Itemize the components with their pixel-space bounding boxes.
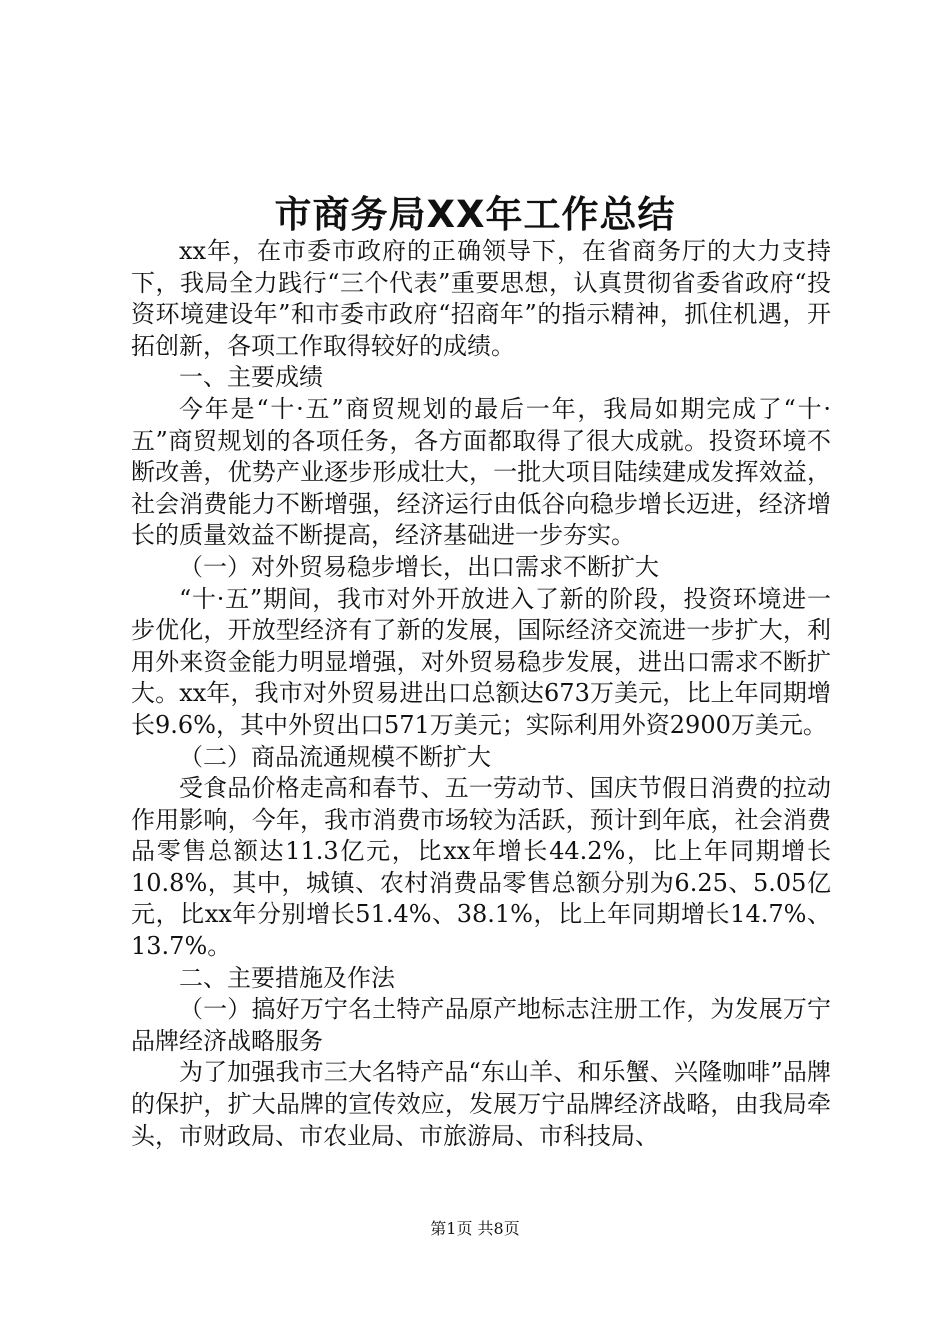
section-heading-1: 一、主要成绩 [179,363,323,392]
subsection-heading: （一）对外贸易稳步增长，出口需求不断扩大 [179,552,659,581]
paragraph-intro: xx年，在市委市政府的正确领导下，在省商务厅的大力支持下，我局全力践行“三个代表”重要思想，认真贯彻省委省政府“投资环境建设年”和市委市政府“招商年”的指示精神，抓住机遇，开拓创新，各项工作取得较好的成绩。 [131,237,831,360]
paragraph: “十·五”期间，我市对外开放进入了新的阶段，投资环境进一步优化，开放型经济有了新的发展，国际经济交流进一步扩大，利用外来资金能力明显增强，对外贸易稳步发展，进出口需求不断扩大。xx年，我市对外贸易进出口总额达673万美元，比上年同期增长9.6%，其中外贸出口571万美元；实际利用外资2900万美元。 [131,584,831,739]
subsection-heading: （二）商品流通规模不断扩大 [179,742,491,771]
paragraph: 为了加强我市三大名特产品“东山羊、和乐蟹、兴隆咖啡”品牌的保护，扩大品牌的宣传效应，发展万宁品牌经济战略，由我局牵头，市财政局、市农业局、市旅游局、市科技局、 [131,1058,831,1150]
document-title: 市商务局XX年工作总结 [274,193,676,236]
paragraph: 受食品价格走高和春节、五一劳动节、国庆节假日消费的拉动作用影响，今年，我市消费市场较为活跃，预计到年底，社会消费品零售总额达11.3亿元，比xx年增长44.2%，比上年同期增长10.8%，其中，城镇、农村消费品零售总额分别为6.25、5.05亿元，比xx年分别增长51.4%、38.1%，比上年同期增长14.7%、13.7%。 [131,774,831,961]
subsection-heading: （一）搞好万宁名土特产品原产地标志注册工作，为发展万宁品牌经济战略服务 [131,995,831,1055]
section-heading-2: 二、主要措施及作法 [179,963,395,992]
document-body [131,236,831,1152]
page-number: 第1页 共8页 [430,1219,520,1238]
paragraph: 今年是“十·五”商贸规划的最后一年，我局如期完成了“十·五”商贸规划的各项任务，各方面都取得了很大成就。投资环境不断改善，优势产业逐步形成壮大，一批大项目陆续建成发挥效益，社会消费能力不断增强，经济运行由低谷向稳步增长迈进，经济增长的质量效益不断提高，经济基础进一步夯实。 [131,394,831,550]
